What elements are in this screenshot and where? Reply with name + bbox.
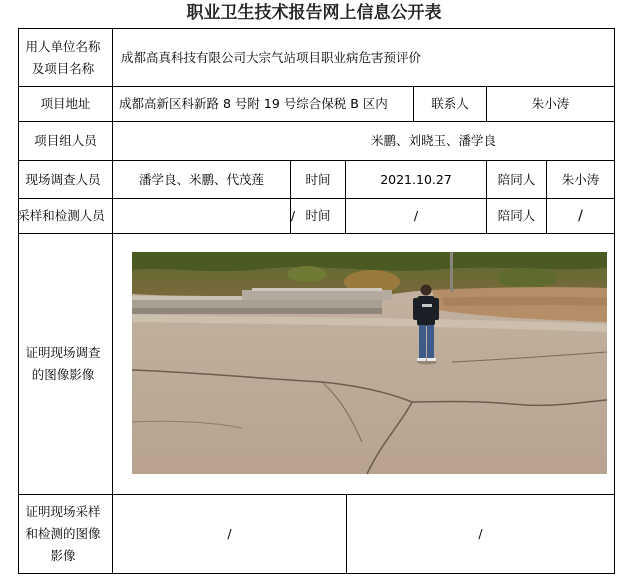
page-title: 职业卫生技术报告网上信息公开表 <box>186 3 442 23</box>
sampling-photo-label <box>14 495 112 573</box>
survey-time-label: 时间 <box>305 171 331 187</box>
survey-photo-label-line1: 证明现场调查 <box>25 345 101 360</box>
survey-label: 现场调查人员 <box>25 171 101 187</box>
sampling-value: / <box>290 208 296 223</box>
contact-value: 朱小涛 <box>531 96 570 111</box>
survey-escort-label: 陪同人 <box>497 171 536 187</box>
employer-value: 成都高真科技有限公司大宗气站项目职业病危害预评价 <box>121 49 422 65</box>
sampling-escort-value: / <box>578 208 583 224</box>
team-label: 项目组人员 <box>34 133 97 148</box>
address-label: 项目地址 <box>40 96 91 111</box>
sampling-time-label: 时间 <box>305 208 331 223</box>
employer-label-line1: 用人单位名称 <box>25 38 101 54</box>
survey-value: 潘学良、米鹏、代茂莲 <box>138 171 264 187</box>
contact-label: 联系人 <box>431 96 469 111</box>
sampling-photo-label-line1: 证明现场采样 <box>25 504 101 519</box>
sampling-escort-label: 陪同人 <box>497 208 536 223</box>
survey-time-value: 2021.10.27 <box>380 171 452 187</box>
table-rule <box>18 573 615 574</box>
sampling-time-value: / <box>413 208 419 223</box>
employer-label-line2: 及项目名称 <box>31 60 95 76</box>
table-rule <box>614 28 615 573</box>
sampling-photo-right: / <box>478 526 483 541</box>
site-survey-photo <box>132 252 607 474</box>
sampling-photo-left: / <box>227 526 232 541</box>
survey-photo-label <box>14 234 112 494</box>
team-value: 米鹏、刘晓玉、潘学良 <box>370 133 496 148</box>
sampling-photo-label-line3: 影像 <box>50 548 76 563</box>
sampling-photo-label-line2: 和检测的图像 <box>25 526 101 541</box>
address-value: 成都高新区科新路 8 号附 19 号综合保税 B 区内 <box>119 96 388 111</box>
survey-escort-value: 朱小涛 <box>561 171 600 187</box>
employer-label <box>14 29 112 86</box>
sampling-label: 采样和检测人员 <box>17 208 105 223</box>
survey-photo-label-line2: 的图像影像 <box>31 367 95 382</box>
